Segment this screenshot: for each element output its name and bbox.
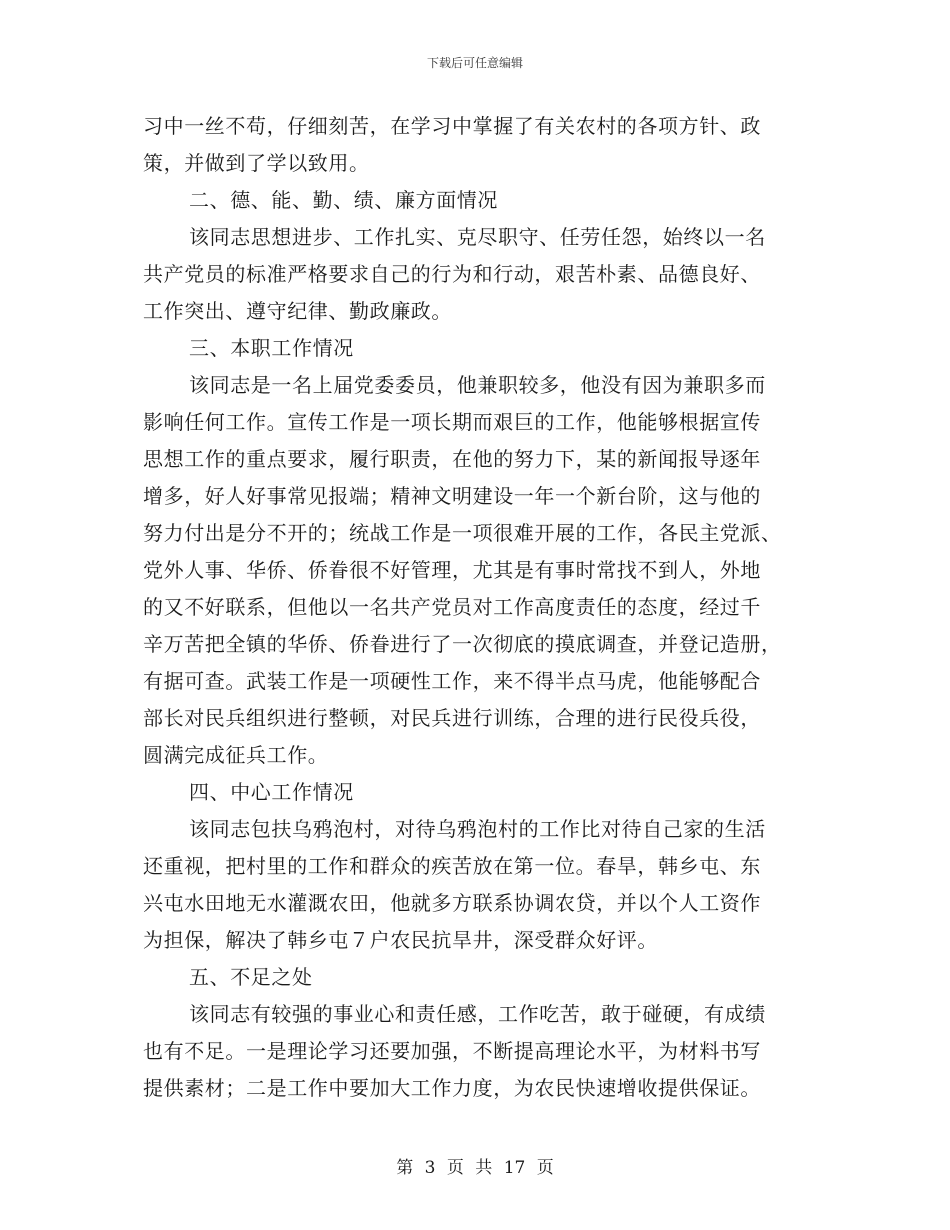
text-line: 策，并做到了学以致用。 [143,151,370,175]
text-line: 四、中心工作情况 [189,780,354,804]
text-line: 三、本职工作情况 [189,336,354,360]
header-note: 下载后可任意编辑 [426,56,523,70]
text-line: 该同志思想进步、工作扎实、克尽职守、任劳任怨，始终以一名 [189,225,766,249]
text-line: 努力付出是分不开的；统战工作是一项很难开展的工作，各民主党派、 [143,521,782,545]
text-line: 圆满完成征兵工作。 [143,743,329,767]
text-line: 该同志有较强的事业心和责任感，工作吃苦，敢于碰硬，有成绩 [189,1002,766,1026]
text-line: 有据可查。武装工作是一项硬性工作，来不得半点马虎，他能够配合 [143,669,761,693]
text-line: 该同志包扶乌鸦泡村，对待乌鸦泡村的工作比对待自己家的生活 [189,817,766,841]
text-line: 还重视，把村里的工作和群众的疾苦放在第一位。春旱，韩乡屯、东 [143,854,761,878]
text-line: 该同志是一名上届党委委员，他兼职较多，他没有因为兼职多而 [189,373,766,397]
document-body [143,108,811,1107]
text-line: 的又不好联系，但他以一名共产党员对工作高度责任的态度，经过千 [143,595,761,619]
text-line: 工作突出、遵守纪律、勤政廉政。 [143,299,452,323]
text-line: 辛万苦把全镇的华侨、侨眷进行了一次彻底的摸底调查，并登记造册， [143,632,782,656]
text-line: 五、不足之处 [189,965,313,989]
text-line: 部长对民兵组织进行整顿，对民兵进行训练，合理的进行民役兵役， [143,706,761,730]
page-number: 第 3 页 共 17 页 [396,1158,554,1178]
text-line: 党外人事、华侨、侨眷很不好管理，尤其是有事时常找不到人，外地 [143,558,761,582]
text-line: 也有不足。一是理论学习还要加强，不断提高理论水平，为材料书写 [143,1039,761,1063]
text-line: 二、德、能、勤、绩、廉方面情况 [189,188,498,212]
text-line: 兴屯水田地无水灌溉农田，他就多方联系协调农贷，并以个人工资作 [143,891,761,915]
text-line: 为担保，解决了韩乡屯７户农民抗旱井，深受群众好评。 [143,928,658,952]
text-line: 提供素材；二是工作中要加大工作力度，为农民快速增收提供保证。 [143,1076,761,1100]
text-line: 思想工作的重点要求，履行职责，在他的努力下，某的新闻报导逐年 [143,447,761,471]
text-line: 增多，好人好事常见报端；精神文明建设一年一个新台阶，这与他的 [143,484,761,508]
text-line: 共产党员的标准严格要求自己的行为和行动，艰苦朴素、品德良好、 [143,262,761,286]
text-line: 习中一丝不苟，仔细刻苦，在学习中掌握了有关农村的各项方针、政 [143,114,761,138]
text-line: 影响任何工作。宣传工作是一项长期而艰巨的工作，他能够根据宣传 [143,410,761,434]
